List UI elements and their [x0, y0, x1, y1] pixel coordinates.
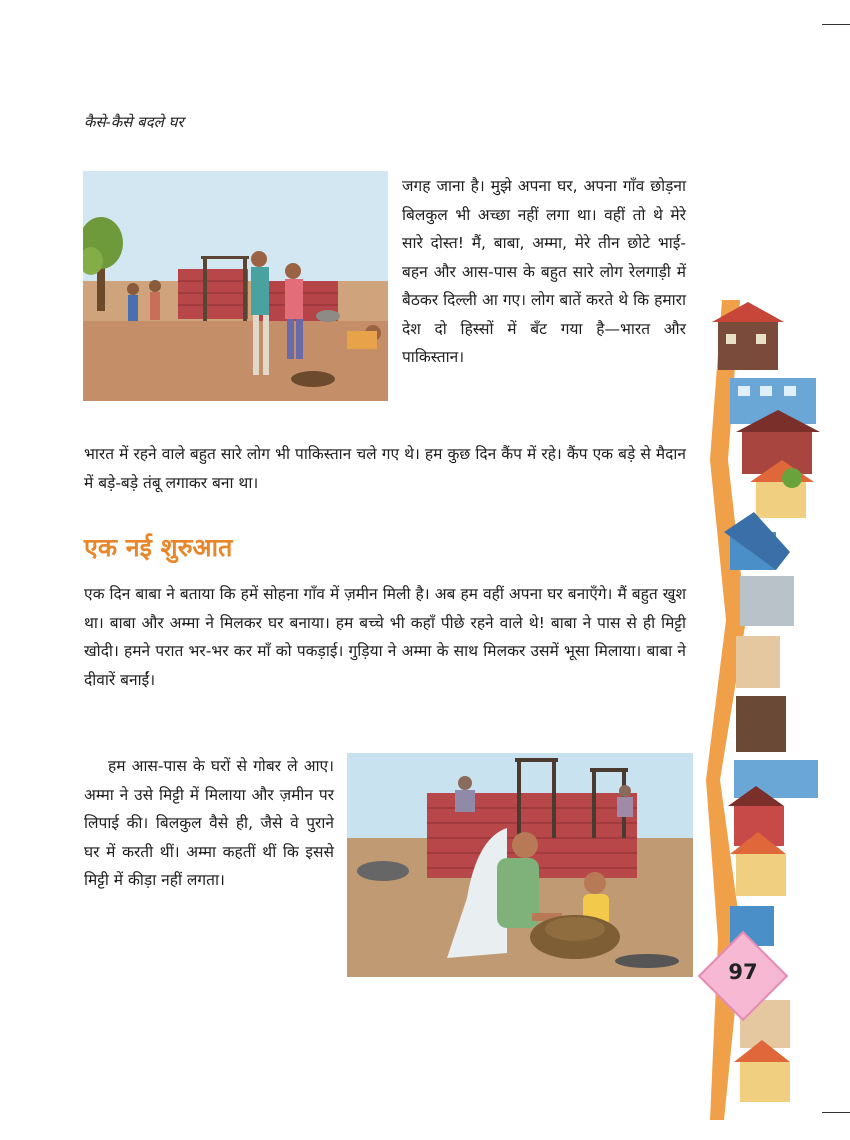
paragraph-1-wrap: जगह जाना है। मुझे अपना घर, अपना गाँव छोड़ना बिलकुल भी अच्छा नहीं लगा था। वहीं तो थे मेरे सारे दोस्त! मैं, बाबा, अम्मा, मेरे तीन छोटे भाई-बहन और आस-पास के बहुत सारे लोग रेलगाड़ी में बैठकर दिल्ली आ गए। लोग बातें करते थे कि हमारा देश दो हिस्सों में बँट गया है—भारत और पाकिस्तान।	[402, 177, 686, 366]
illustration-builders	[83, 171, 388, 401]
paragraph-2: एक दिन बाबा ने बताया कि हमें सोहना गाँव में ज़मीन मिली है। अब हम वहीं अपना घर बनाएँगे। मैं बहुत खुश था। बाबा और अम्मा ने मिलकर घर बनाया। हम बच्चे भी कहाँ पीछे रहने वाले थे! बाबा ने पास से ही मिट्टी खोदी। हमने परात भर-भर कर माँ को पकड़ाई। गुड़िया ने अम्मा के साथ मिलकर उसमें भूसा मिलाया। बाबा ने दीवारें बनाईं।	[84, 585, 686, 689]
paragraph-3: हम आस-पास के घरों से गोबर ले आए। अम्मा ने उसे मिट्टी में मिलाया और ज़मीन पर लिपाई की। बिलकुल वैसे ही, जैसे वे पुराने घर में करती थीं। अम्मा कहतीं थीं कि इससे मिट्टी में कीड़ा नहीं लगता।	[84, 757, 334, 889]
paragraph-1-full: भारत में रहने वाले बहुत सारे लोग भी पाकिस्तान चले गए थे। हम कुछ दिन कैंप में रहे। कैंप एक बड़े से मैदान में बड़े-बड़े तंबू लगाकर बना था।	[84, 445, 686, 492]
illustration-mud-mixing	[347, 753, 693, 977]
section-heading: एक नई शुरुआत	[84, 533, 233, 562]
crop-mark-top	[822, 24, 850, 25]
page-number: 97	[728, 960, 758, 984]
running-head: कैसे-कैसे बदले घर	[84, 113, 184, 131]
